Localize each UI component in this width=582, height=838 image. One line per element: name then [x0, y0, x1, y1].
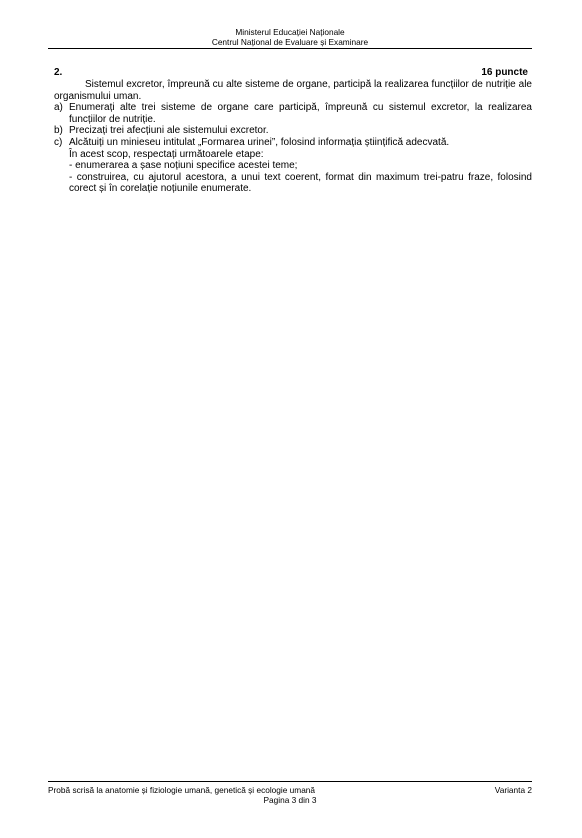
item-text: Precizați trei afecțiuni ale sistemului excretor. — [69, 125, 269, 137]
question-points: 16 puncte — [481, 67, 528, 78]
header-divider — [48, 48, 532, 49]
instructions-text: În acest scop, respectați următoarele etape: — [69, 148, 264, 160]
step-2: - construirea, cu ajutorul acestora, a unui text coerent, format din maximum trei-patru fraze, folosind corect și în corelație noțiunile enumerate. — [69, 171, 532, 195]
item-label: a) — [54, 102, 63, 114]
item-text: Alcătuiți un minieseu intitulat „Formarea urinei”, folosind informația științifică adecvată. — [69, 136, 450, 148]
item-text: Enumerați alte trei sisteme de organe care participă, împreună cu sistemul excretor, la realizarea funcțiilor de nutriție. — [69, 102, 532, 125]
item-label: c) — [54, 136, 63, 148]
question-item-b — [54, 125, 532, 137]
footer-divider — [48, 781, 532, 782]
ministry-name: Ministerul Educației Naționale — [235, 27, 345, 37]
question-item-c — [54, 137, 532, 149]
footer-subject: Probă scrisă la anatomie și fiziologie umană, genetică și ecologie umană — [48, 785, 316, 795]
step-1: - enumerarea a șase noțiuni specifice acestei teme; — [69, 160, 298, 172]
question-block — [54, 67, 532, 195]
question-number: 2. — [54, 67, 63, 78]
page-header — [48, 27, 532, 47]
footer-page-number: Pagina 3 din 3 — [263, 795, 317, 805]
center-name: Centrul Național de Evaluare și Examinare — [211, 37, 369, 47]
question-item-a — [54, 102, 532, 125]
footer-variant: Varianta 2 — [494, 785, 532, 795]
item-label: b) — [54, 125, 63, 137]
question-heading — [54, 67, 532, 79]
question-intro: Sistemul excretor, împreună cu alte sisteme de organe, participă la realizarea funcțiilor de nutriție ale organismului uman. — [54, 79, 532, 102]
